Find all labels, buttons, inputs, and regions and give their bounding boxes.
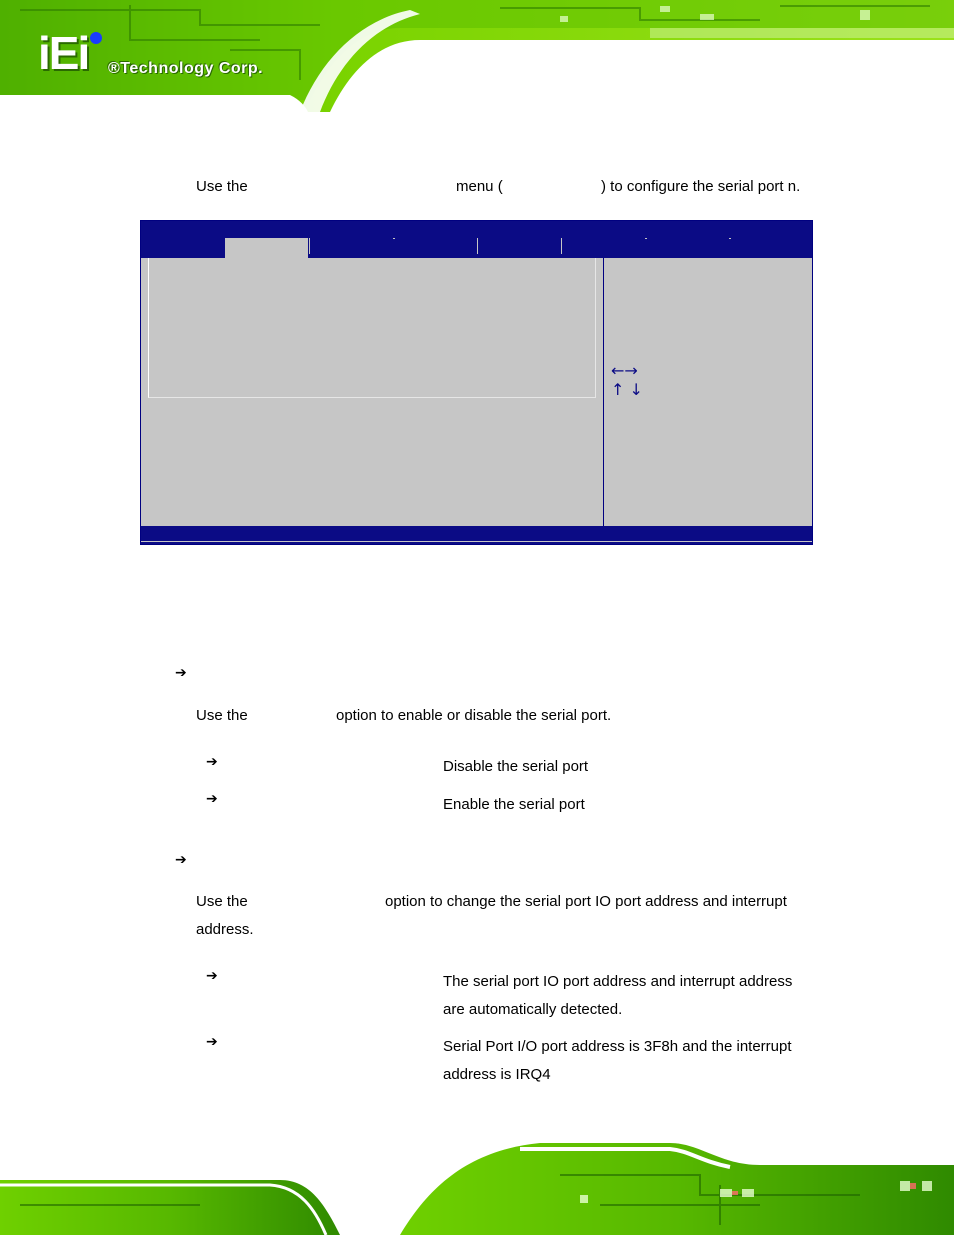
option-enabled-desc: Enable the serial port — [443, 796, 585, 813]
pcb-footer-graphic — [0, 1125, 954, 1235]
tab-separator — [477, 238, 478, 254]
left-right-arrow-icon: ←→ — [611, 361, 638, 380]
arrow-right-icon: ➔ — [206, 1034, 218, 1050]
option-auto-desc-1: The serial port IO port address and interrupt address — [443, 973, 793, 990]
bios-menu-bar — [141, 221, 812, 258]
serial-port-desc: option to enable or disable the serial port. — [336, 707, 612, 724]
arrow-right-icon: ➔ — [175, 665, 187, 681]
option-io-desc-2: address is IRQ4 — [443, 1066, 551, 1083]
bios-panel-divider — [603, 258, 604, 526]
arrow-right-icon: ➔ — [206, 754, 218, 770]
bios-status-line — [141, 541, 812, 542]
pcb-header-graphic — [0, 0, 954, 112]
bios-screen — [140, 220, 813, 545]
tab-tick — [645, 238, 647, 239]
change-settings-lead: Use the — [196, 893, 248, 910]
arrow-right-icon: ➔ — [206, 791, 218, 807]
serial-port-lead: Use the — [196, 707, 248, 724]
change-settings-desc-cont: address. — [196, 921, 254, 938]
tab-separator — [309, 238, 310, 254]
arrow-right-icon: ➔ — [175, 852, 187, 868]
iei-logo-mark: iEi — [38, 27, 89, 79]
intro-lead: Use the — [196, 178, 248, 195]
bios-active-tab[interactable] — [225, 238, 308, 258]
change-settings-desc: option to change the serial port IO port address and interrupt — [385, 893, 787, 910]
intro-menu: menu ( — [456, 178, 503, 195]
option-auto-desc-2: are automatically detected. — [443, 1001, 623, 1018]
iei-logo-text: ®Technology Corp. — [108, 60, 264, 77]
intro-tail: ) to configure the serial port n. — [601, 178, 801, 195]
option-io-desc-1: Serial Port I/O port address is 3F8h and the interrupt — [443, 1038, 792, 1055]
header-banner — [0, 0, 954, 112]
tab-separator — [561, 238, 562, 254]
tab-tick — [729, 238, 731, 239]
footer-banner — [0, 1125, 954, 1235]
option-disabled-desc: Disable the serial port — [443, 758, 589, 775]
bios-settings-panel — [148, 258, 596, 398]
tab-tick — [393, 238, 395, 239]
logo-dot-icon — [90, 32, 102, 44]
up-down-arrow-icon: ↑ ↓ — [611, 380, 643, 399]
arrow-right-icon: ➔ — [206, 968, 218, 984]
